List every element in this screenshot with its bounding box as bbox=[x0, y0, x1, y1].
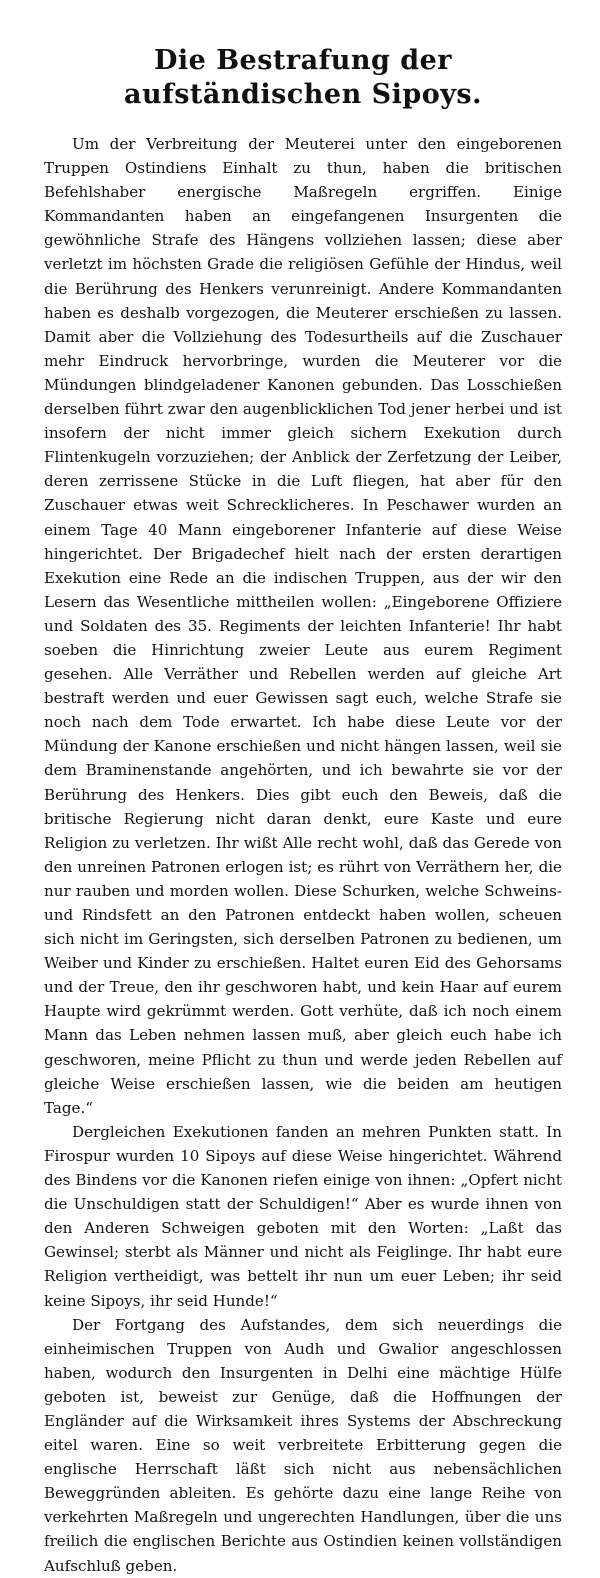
article-title: Die Bestrafung der aufständischen Sipoys. bbox=[123, 45, 483, 110]
paragraph-2: Dergleichen Exekutionen fanden an mehren Punkten statt. In Firospur wurden 10 Sipoys auf diese Weise hingerichtet. Während des Bindens vor die Kanonen riefen einige von ihnen: „Opfert nicht die Unschuldigen statt der Schuldigen!“ Aber es wurde ihnen von den Anderen Schweigen geboten mit den Worten: „Laßt das Gewinsel; sterbt als Männer und nicht als Feiglinge. Ihr habt eure Religion vertheidigt, was bettelt ihr nun um euer Leben; ihr seid keine Sipoys, ihr seid Hunde!“ bbox=[44, 1122, 562, 1310]
paragraph-3: Der Fortgang des Aufstandes, dem sich neuerdings die einheimischen Truppen von Audh und Gwalior angeschlossen haben, wodurch den Insurgenten in Delhi eine mächtige Hülfe geboten ist, beweist zur Genüge, daß die Hoffnungen der Engländer auf die Wirksamkeit ihres Systems der Abschreckung eitel waren. Eine so weit verbreitete Erbitterung gegen die englische Herrschaft läßt sich nicht aus nebensächlichen Beweggründen ableiten. Es gehörte dazu eine lange Reihe von verkehrten Maßregeln und ungerechten Handlungen, über die uns freilich die englischen Berichte aus Ostindien keinen vollständigen Aufschluß geben. bbox=[44, 1315, 562, 1575]
paragraph-1: Um der Verbreitung der Meuterei unter den eingeborenen Truppen Ostindiens Einhalt zu thun, haben die britischen Befehlshaber energische Maßregeln ergriffen. Einige Kommandanten haben an eingefangenen Insurgenten die gewöhnliche Strafe des Hängens vollziehen lassen; diese aber verletzt im höchsten Grade die religiösen Gefühle der Hindus, weil die Berührung des Henkers verunreinigt. Andere Kommandanten haben es deshalb vorgezogen, die Meuterer erschießen zu lassen. Damit aber die Vollziehung des Todesurtheils auf die Zuschauer mehr Eindruck hervorbringe, wurden die Meuterer vor die Mündungen blindgeladener Kanonen gebunden. Das Losschießen derselben führt zwar den augenblicklichen Tod jener herbei und ist insofern der nicht immer gleich sichern Exekution durch Flintenkugeln vorzuziehen; der Anblick der Zerfetzung der Leiber, deren zerrissene Stücke in die Luft fliegen, hat aber für den Zuschauer etwas weit Schrecklicheres. In Peschawer wurden an einem Tage 40 Mann eingeborener Infanterie auf diese Weise hingerichtet. Der Brigadechef hielt nach der ersten derartigen Exekution eine Rede an die indischen Truppen, aus der wir den Lesern das Wesentliche mittheilen wollen: „Eingeborene Offiziere und Soldaten des 35. Regiments der leichten Infanterie! Ihr habt soeben die Hinrichtung zweier Leute aus eurem Regiment gesehen. Alle Verräther und Rebellen werden auf gleiche Art bestraft werden und euer Gewissen sagt euch, welche Strafe sie noch nach dem Tode erwartet. Ich habe diese Leute vor der Mündung der Kanone erschießen und nicht hängen lassen, weil sie dem Braminenstande angehörten, und ich bewahrte sie vor der Berührung des Henkers. Dies gibt euch den Beweis, daß die britische Regierung nicht daran denkt, eure Kaste und eure Religion zu verletzen. Ihr wißt Alle recht wohl, daß das Gerede von den unreinen Patronen erlogen ist; es rührt von Verräthern her, die nur rauben und morden wollen. Diese Schurken, welche Schweins- und Rindsfett an den Patronen entdeckt haben wollen, scheuen sich nicht im Geringsten, sich derselben Patronen zu bedienen, um Weiber und Kinder zu erschießen. Haltet euren Eid des Gehorsams und der Treue, den ihr geschworen habt, und kein Haar auf eurem Haupte wird gekrümmt werden. Gott verhüte, daß ich noch einem Mann das Leben nehmen lassen muß, aber gleich euch habe ich geschworen, meine Pflicht zu thun und werde jeden Rebellen auf gleiche Weise erschießen lassen, wie die beiden am heutigen Tage.“ bbox=[44, 135, 562, 1117]
